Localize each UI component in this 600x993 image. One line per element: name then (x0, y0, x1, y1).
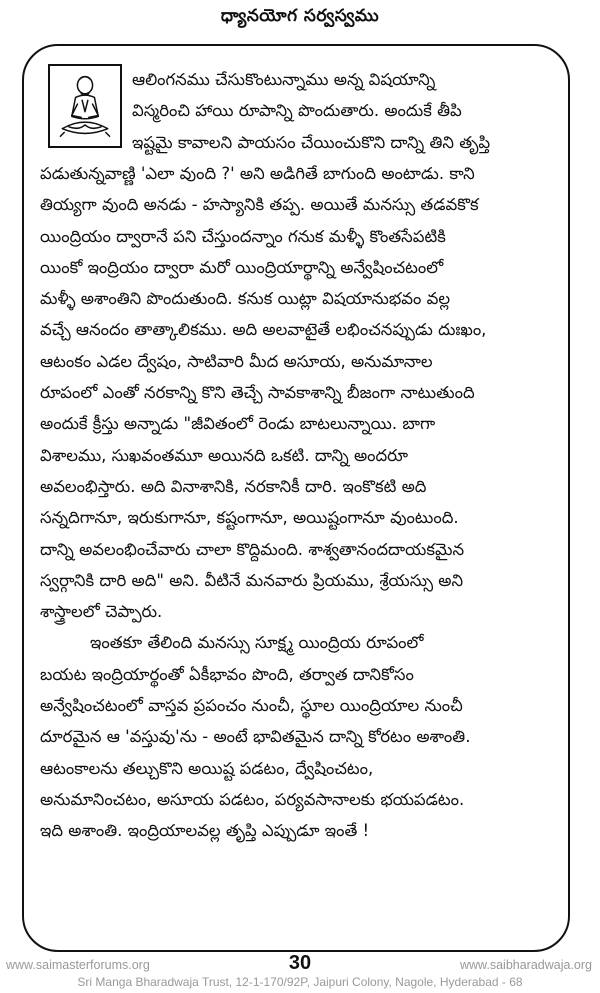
text-line: సన్నదిగానూ, ఇరుకుగానూ, కష్టంగానూ, అయిష్టంగానూ వుంటుంది. (40, 508, 459, 528)
text-line: శాస్త్రాలలో చెప్పారు. (40, 602, 163, 622)
text-line: ఇంతకూ తేలింది మనస్సు సూక్ష్మ యింద్రియ రూపంలో (90, 633, 424, 653)
text-line: రూపంలో ఎంతో నరకాన్ని కొని తెచ్చే సావకాశాన్ని బీజంగా నాటుతుంది (40, 383, 475, 402)
text-line: ఇది అశాంతి. ఇంద్రియాలవల్ల తృప్తి ఎప్పుడూ ఇంతే ! (40, 821, 370, 841)
text-line: అవలంభిస్తారు. అది వినాశానికి, నరకానికీ దారి. ఇంకొకటి అది (40, 476, 427, 496)
text-line: విస్మరించి హాయి రూపాన్ని పొందుతారు. అందుకే తీపి (132, 101, 462, 121)
text-line: వచ్చే ఆనందం తాత్కాలికము. అది అలవాటైతే లభించనప్పుడు దుఃఖం, (40, 320, 487, 340)
text-line: యింద్రియం ద్వారానే పని చేస్తుందన్నాం గనుక మళ్ళీ కొంతసేపటికి (40, 226, 446, 246)
text-line: అన్వేషించటంలో వాస్తవ ప్రపంచం నుంచీ, స్థూల యింద్రియాల నుంచీ (40, 696, 463, 715)
text-line: విశాలము, సుఖవంతమూ అయినది ఒకటి. దాన్ని అందరూ (40, 445, 408, 465)
text-line: తియ్యగా వుంది అనడు - హస్యానికి తప్ప. అయితే మనస్సు తడవకొక (40, 195, 479, 215)
text-line: ఆలింగనము చేసుకొంటున్నాము అన్న విషయాన్ని (132, 70, 436, 89)
text-line: ఆటంకం ఎడల ద్వేషం, సాటివారి మీద అసూయ, అనుమానాల (40, 351, 433, 371)
text-line: యింకో ఇంద్రియం ద్వారా మరో యింద్రియార్థాన్ని అన్వేషించటంలో (40, 257, 444, 277)
text-line: మళ్ళీ అశాంతిని పొందుతుంది. కనుక యిట్లా విషయానుభవం వల్ల (40, 289, 451, 309)
text-line: దాన్ని అవలంభించేవారు చాలా కొద్దిమంది. శాశ్వతానందదాయకమైన (40, 539, 465, 559)
page-number: 30 (288, 952, 312, 974)
master-portrait-illustration (48, 64, 122, 148)
running-header: ధ్యానయోగ సర్వస్వము (220, 6, 380, 26)
text-line: అందుకే క్రీస్తు అన్నాడు "జీవితంలో రెండు బాటలున్నాయి. బాగా (40, 414, 436, 434)
footer-address: Sri Manga Bharadwaja Trust, 12-1-170/92P, Jaipuri Colony, Nagole, Hyderabad - 68 (77, 975, 523, 989)
text-line: ఆటంకాలను తల్చుకొని అయిష్ట పడటం, ద్వేషించటం, (40, 758, 374, 778)
footer-right-website: www.saibharadwaja.org (459, 958, 592, 972)
text-line: స్వర్గానికి దారి అది" అని. వీటినే మనవారు ప్రియము, శ్రేయస్సు అని (40, 570, 464, 590)
footer-left-website: www.saimasterforums.org (6, 958, 150, 972)
text-line: దూరమైన ఆ 'వస్తువు'ను - అంటే భావితమైన దాన్ని కోరటం అశాంతి. (40, 727, 471, 747)
text-line: అనుమానించటం, అసూయ పడటం, పర్యవసానాలకు భయపడటం. (40, 789, 465, 809)
text-line: ఇష్టమై కావాలని పాయసం చేయించుకొని దాన్ని తిని తృప్తి (132, 132, 491, 152)
text-line: పడుతున్నవాణ్ణి 'ఎలా వుంది ?' అని అడిగితే బాగుంది అంటాడు. కాని (40, 163, 475, 183)
text-line: బయట ఇంద్రియార్థంతో ఏకీభావం పొంది, తర్వాత దానికోసం (40, 664, 414, 684)
